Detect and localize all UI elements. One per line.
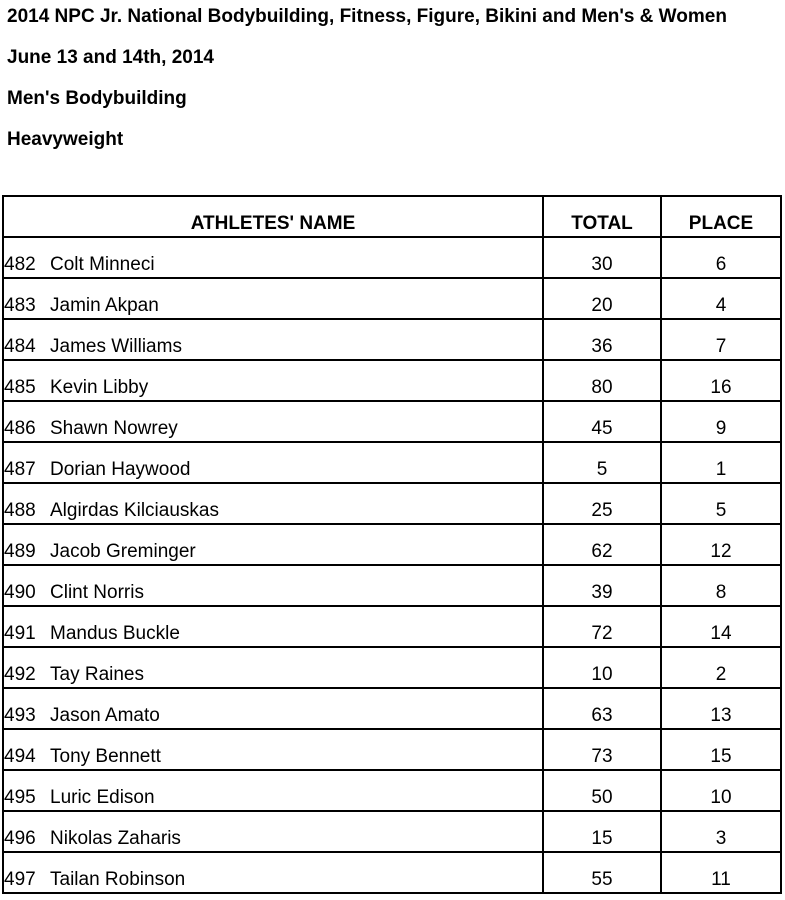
- athlete-cell: [3, 524, 543, 565]
- column-header-name: ATHLETES' NAME: [3, 196, 543, 237]
- results-table: [2, 195, 782, 894]
- athlete-name: Dorian Haywood: [50, 459, 191, 480]
- athlete-number: 494: [4, 746, 36, 767]
- total-cell: 30: [543, 237, 661, 278]
- table-row: [3, 852, 781, 893]
- athlete-name: James Williams: [50, 336, 182, 357]
- place-cell: 14: [661, 606, 781, 647]
- athlete-number: 483: [4, 295, 36, 316]
- place-cell: 7: [661, 319, 781, 360]
- athlete-cell: [3, 360, 543, 401]
- table-row: [3, 483, 781, 524]
- athlete-cell: [3, 770, 543, 811]
- place-cell: 1: [661, 442, 781, 483]
- division-heading: Men's Bodybuilding: [7, 88, 187, 109]
- athlete-number: 492: [4, 664, 36, 685]
- total-cell: 25: [543, 483, 661, 524]
- place-cell: 3: [661, 811, 781, 852]
- total-cell: 36: [543, 319, 661, 360]
- place-cell: 8: [661, 565, 781, 606]
- athlete-name: Jamin Akpan: [50, 295, 159, 316]
- athlete-cell: [3, 606, 543, 647]
- athlete-name: Kevin Libby: [50, 377, 149, 398]
- place-cell: 12: [661, 524, 781, 565]
- athlete-cell: [3, 852, 543, 893]
- athlete-cell: [3, 647, 543, 688]
- total-cell: 80: [543, 360, 661, 401]
- athlete-number: 496: [4, 828, 36, 849]
- table-row: [3, 360, 781, 401]
- athlete-cell: [3, 401, 543, 442]
- table-row: [3, 647, 781, 688]
- total-cell: 73: [543, 729, 661, 770]
- athlete-name: Jacob Greminger: [50, 541, 196, 562]
- total-cell: 63: [543, 688, 661, 729]
- table-row: [3, 811, 781, 852]
- place-cell: 9: [661, 401, 781, 442]
- athlete-cell: [3, 729, 543, 770]
- athlete-cell: [3, 688, 543, 729]
- athlete-number: 489: [4, 541, 36, 562]
- place-cell: 6: [661, 237, 781, 278]
- place-cell: 2: [661, 647, 781, 688]
- athlete-number: 495: [4, 787, 36, 808]
- total-cell: 62: [543, 524, 661, 565]
- athlete-number: 484: [4, 336, 36, 357]
- athlete-cell: [3, 237, 543, 278]
- table-row: [3, 319, 781, 360]
- table-row: [3, 401, 781, 442]
- table-row: [3, 278, 781, 319]
- athlete-cell: [3, 442, 543, 483]
- table-row: [3, 606, 781, 647]
- place-cell: 5: [661, 483, 781, 524]
- athlete-name: Jason Amato: [50, 705, 160, 726]
- athlete-name: Colt Minneci: [50, 254, 155, 275]
- place-cell: 15: [661, 729, 781, 770]
- athlete-cell: [3, 811, 543, 852]
- event-dates: June 13 and 14th, 2014: [7, 47, 214, 68]
- weight-class-heading: Heavyweight: [7, 129, 124, 150]
- column-header-total: TOTAL: [543, 196, 661, 237]
- total-cell: 55: [543, 852, 661, 893]
- athlete-number: 493: [4, 705, 36, 726]
- place-cell: 16: [661, 360, 781, 401]
- athlete-cell: [3, 319, 543, 360]
- table-row: [3, 770, 781, 811]
- athlete-name: Algirdas Kilciauskas: [50, 500, 219, 521]
- athlete-number: 497: [4, 869, 36, 890]
- total-cell: 10: [543, 647, 661, 688]
- athlete-number: 491: [4, 623, 36, 644]
- athlete-number: 482: [4, 254, 36, 275]
- athlete-cell: [3, 565, 543, 606]
- athlete-name: Nikolas Zaharis: [50, 828, 181, 849]
- table-row: [3, 442, 781, 483]
- athlete-name: Luric Edison: [50, 787, 155, 808]
- athlete-number: 485: [4, 377, 36, 398]
- total-cell: 45: [543, 401, 661, 442]
- athlete-name: Tailan Robinson: [50, 869, 186, 890]
- total-cell: 5: [543, 442, 661, 483]
- place-cell: 13: [661, 688, 781, 729]
- place-cell: 10: [661, 770, 781, 811]
- place-cell: 11: [661, 852, 781, 893]
- results-body: [3, 237, 781, 893]
- total-cell: 20: [543, 278, 661, 319]
- athlete-cell: [3, 483, 543, 524]
- athlete-name: Clint Norris: [50, 582, 144, 603]
- table-row: [3, 524, 781, 565]
- athlete-number: 487: [4, 459, 36, 480]
- athlete-name: Tay Raines: [50, 664, 144, 685]
- total-cell: 50: [543, 770, 661, 811]
- table-row: [3, 688, 781, 729]
- athlete-name: Mandus Buckle: [50, 623, 180, 644]
- table-row: [3, 237, 781, 278]
- column-header-place: PLACE: [661, 196, 781, 237]
- athlete-number: 486: [4, 418, 36, 439]
- athlete-cell: [3, 278, 543, 319]
- athlete-name: Shawn Nowrey: [50, 418, 178, 439]
- page-title: 2014 NPC Jr. National Bodybuilding, Fitness, Figure, Bikini and Men's & Women: [7, 6, 727, 27]
- place-cell: 4: [661, 278, 781, 319]
- athlete-number: 490: [4, 582, 36, 603]
- total-cell: 15: [543, 811, 661, 852]
- table-header-row: [3, 196, 781, 237]
- table-row: [3, 729, 781, 770]
- athlete-name: Tony Bennett: [50, 746, 161, 767]
- table-row: [3, 565, 781, 606]
- total-cell: 72: [543, 606, 661, 647]
- athlete-number: 488: [4, 500, 36, 521]
- total-cell: 39: [543, 565, 661, 606]
